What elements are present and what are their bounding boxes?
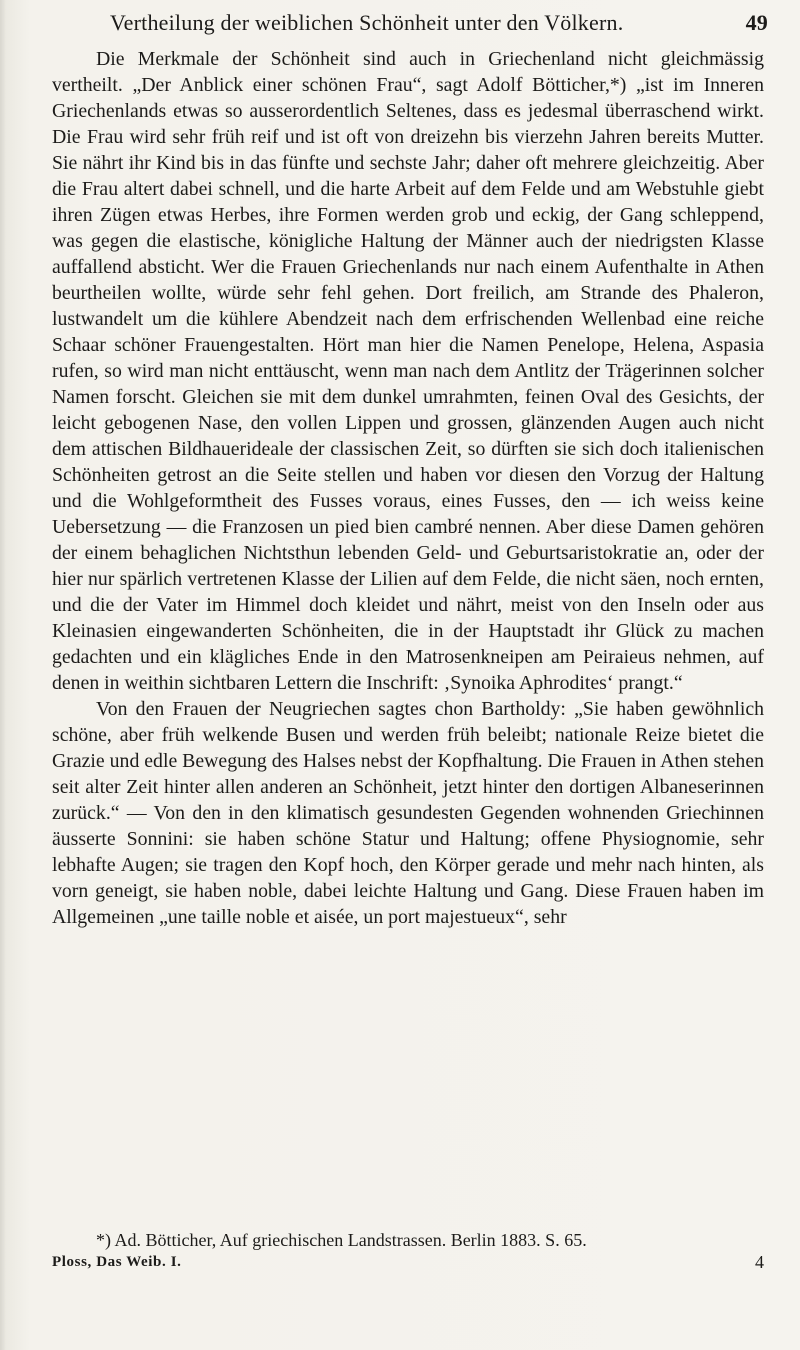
footnote: *) Ad. Bötticher, Auf griechischen Landstrassen. Berlin 1883. S. 65. [96, 1230, 587, 1250]
running-header [110, 10, 770, 40]
running-header-title: Vertheilung der weiblichen Schönheit unter den Völkern. [110, 10, 624, 35]
page-edge-shadow [0, 0, 6, 1350]
paragraph: Von den Frauen der Neugriechen sagtes chon Bartholdy: „Sie haben gewöhnlich schöne, aber früh welkende Busen und werden früh beleibt; nationale Reize bietet die Grazie und edle Bewegung des Halses nebst der Kopfhaltung. Die Frauen in Athen stehen seit alter Zeit hinter allen anderen an Schönheit, jetzt hinter den dortigen Albaneserinnen zurück.“ — Von den in den klimatisch gesundesten Gegenden wohnenden Griechinnen äusserte Sonnini: sie haben schöne Statur und Haltung; offene Physiognomie, sehr lebhafte Augen; sie tragen den Kopf hoch, den Körper gerade und mehr nach hinten, als vorn geneigt, sie haben noble, dabei leichte Haltung und Gang. Diese Frauen haben im Allgemeinen „une taille noble et aisée, un port majestueux“, sehr [52, 698, 764, 928]
main-text [52, 46, 764, 930]
sheet-number: 4 [755, 1252, 764, 1272]
paragraph: Die Merkmale der Schönheit sind auch in Griechenland nicht gleichmässig vertheilt. „Der Anblick einer schönen Frau“, sagt Adolf Bötticher,*) „ist im Inneren Griechenlands etwas so ausserordentlich Seltenes, dass es jedesmal überraschend wirkt. Die Frau wird sehr früh reif und ist oft von dreizehn bis vierzehn Jahren bereits Mutter. Sie nährt ihr Kind bis in das fünfte und sechste Jahr; daher oft mehrere gleichzeitig. Aber die Frau altert dabei schnell, und die harte Arbeit auf dem Felde und am Webstuhle giebt ihren Zügen etwas Herbes, ihre Formen werden grob und eckig, der Gang schleppend, was gegen die elastische, königliche Haltung der Männer auch der niedrigsten Klasse auffallend absticht. Wer die Frauen Griechenlands nur nach einem Aufenthalte in Athen beurtheilen wollte, würde sehr fehl gehen. Dort freilich, am Strande des Phaleron, lustwandelt um die kühlere Abendzeit nach dem erfrischenden Wellenbad eine reiche Schaar schöner Frauengestalten. Hört man hier die Namen Penelope, Helena, Aspasia rufen, so wird man nicht enttäuscht, wenn man nach dem Antlitz der Trägerinnen solcher Namen forscht. Gleichen sie mit dem dunkel umrahmten, feinen Oval des Gesichts, der leicht gebogenen Nase, den vollen Lippen und grossen, glänzenden Augen auch nicht dem attischen Bildhauerideale der classischen Zeit, so dürften sie sich doch italienischen Schönheiten getrost an die Seite stellen und haben vor diesen den Vorzug der Haltung und die Wohlgeformtheit des Fusses voraus, eines Fusses, den — ich weiss keine Uebersetzung — die Franzosen un pied bien cambré nennen. Aber diese Damen gehören der einem behaglichen Nichtsthun lebenden Geld- und Geburtsaristokratie an, oder der hier nur spärlich vertretenen Klasse der Lilien auf dem Felde, die nicht säen, noch ernten, und die der Vater im Himmel doch kleidet und nährt, meist von den Inseln oder aus Kleinasien eingewanderten Schönheiten, die in der Hauptstadt ihr Glück zu machen gedachten und ein klägliches Ende in den Matrosenkneipen am Peiraieus nehmen, auf denen in weithin sichtbaren Lettern die Inschrift: ‚Synoika Aphrodites‘ prangt.“ [52, 48, 764, 694]
signature-text: Ploss, Das Weib. I. [52, 1254, 182, 1270]
printer-signature [52, 1254, 764, 1276]
page-number: 49 [745, 10, 768, 35]
